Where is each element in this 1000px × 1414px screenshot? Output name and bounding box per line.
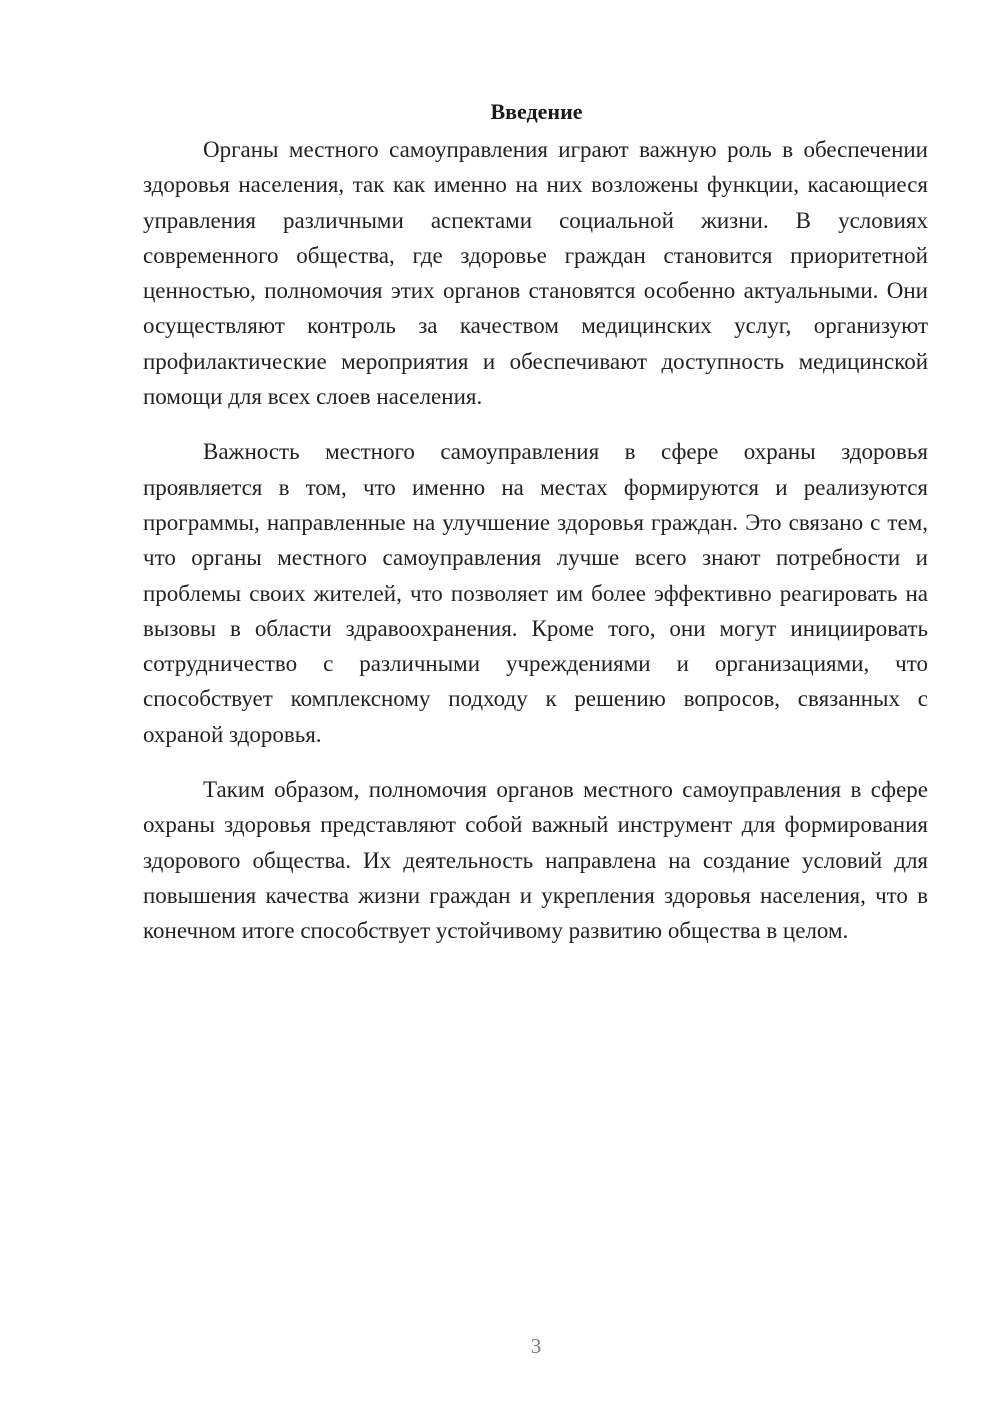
page-content (143, 96, 928, 969)
paragraph-3: Таким образом, полномочия органов местного самоуправления в сфере охраны здоровья представляют собой важный инструмент для формирования здорового общества. Их деятельность направлена на создание условий для повышения качества жизни граждан и укрепления здоровья населения, что в конечном итоге способствует устойчивому развитию общества в целом. (143, 777, 928, 944)
paragraph-1: Органы местного самоуправления играют важную роль в обеспечении здоровья населения, так как именно на них возложены функции, касающиеся управления различными аспектами социальной жизни. В условиях современного общества, где здоровье граждан становится приоритетной ценностью, полномочия этих органов становятся особенно актуальными. Они осуществляют контроль за качеством медицинских услуг, организуют профилактические мероприятия и обеспечивают доступность медицинской помощи для всех слоев населения. (143, 137, 928, 410)
section-title: Введение (490, 99, 583, 124)
paragraph-2: Важность местного самоуправления в сфере охраны здоровья проявляется в том, что именно на местах формируются и реализуются программы, направленные на улучшение здоровья граждан. Это связано с тем, что органы местного самоуправления лучше всего знают потребности и проблемы своих жителей, что позволяет им более эффективно реагировать на вызовы в области здравоохранения. Кроме того, они могут инициировать сотрудничество с различными учреждениями и организациями, что способствует комплексному подходу к решению вопросов, связанных с охраной здоровья. (143, 439, 928, 747)
page-number: 3 (530, 1334, 542, 1358)
